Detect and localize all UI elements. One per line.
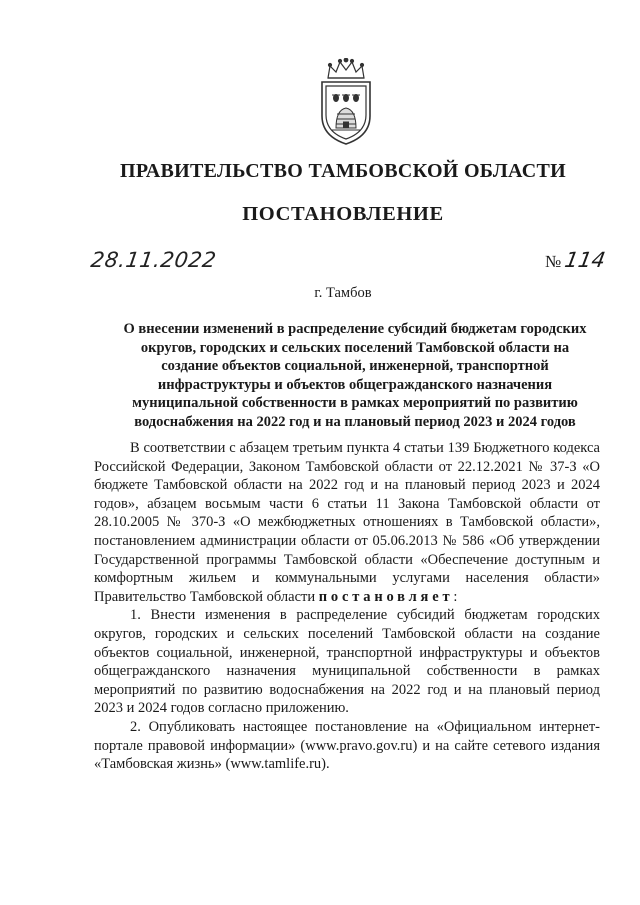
document-date: 28.11.2022 (89, 248, 218, 272)
document-number (545, 248, 608, 272)
subject-line: создание объектов социальной, инженерной, транспортной (161, 358, 549, 375)
subject-line: муниципальной собственности в рамках мероприятий по развитию (132, 395, 578, 412)
subject-line: О внесении изменений в распределение субсидий бюджетам городских (123, 321, 587, 337)
document-body (94, 439, 600, 774)
decree-colon: : (453, 588, 458, 605)
number-value: 114 (563, 248, 608, 272)
item-paragraph: 2. Опубликовать настоящее постановление на «Официальном интернет-портале правовой информации» (www.pravo.gov.ru) и на сайте сетевого издания «Тамбовская жизнь» (www.tamlife.ru). (94, 718, 600, 773)
preamble-paragraph (94, 439, 600, 606)
preamble-text: В соответствии с абзацем третьим пункта 4 статьи 139 Бюджетного кодекса Российской Федерации, Законом Тамбовской области от 22.12.2021 № 37-З «О бюджете Тамбовской области на 2022 год и на плановый период 2023 и 2024 годов», абзацем восьмым части 6 статьи 11 Закона Тамбовской области от 28.10.2005 № 370-З «О межбюджетных отношениях в Тамбовской области», постановлением администрации области от 05.06.2013 № 586 «Об утверждении Государственной программы Тамбовской области «Обеспечение доступным и комфортным жильем и коммунальными услугами населения области» Правительство Тамбовской области (94, 440, 600, 605)
subject-line: водоснабжения на 2022 год и на плановый период 2023 и 2024 годов (134, 413, 576, 430)
subject-line: округов, городских и сельских поселений Тамбовской области на (140, 339, 570, 356)
city-line: г. Тамбов (314, 285, 372, 301)
document-type: ПОСТАНОВЛЕНИЕ (242, 203, 444, 225)
decree-word: постановляет (318, 588, 454, 605)
number-sign: № (545, 252, 562, 271)
subject-line: инфраструктуры и объектов общегражданского назначения (157, 376, 553, 393)
coat-of-arms-icon (318, 58, 374, 146)
item-paragraph: 1. Внести изменения в распределение субсидий бюджетам городских округов, городских и сельских поселений Тамбовской области на создание объектов социальной, инженерной, транспортной инфраструктуры и объектов общегражданского назначения муниципальной собственности в рамках мероприятий по развитию водоснабжения на 2022 год и на плановый период 2023 и 2024 годов согласно приложению. (94, 607, 600, 717)
document-subject (92, 320, 618, 432)
government-title: ПРАВИТЕЛЬСТВО ТАМБОВСКОЙ ОБЛАСТИ (119, 160, 567, 182)
